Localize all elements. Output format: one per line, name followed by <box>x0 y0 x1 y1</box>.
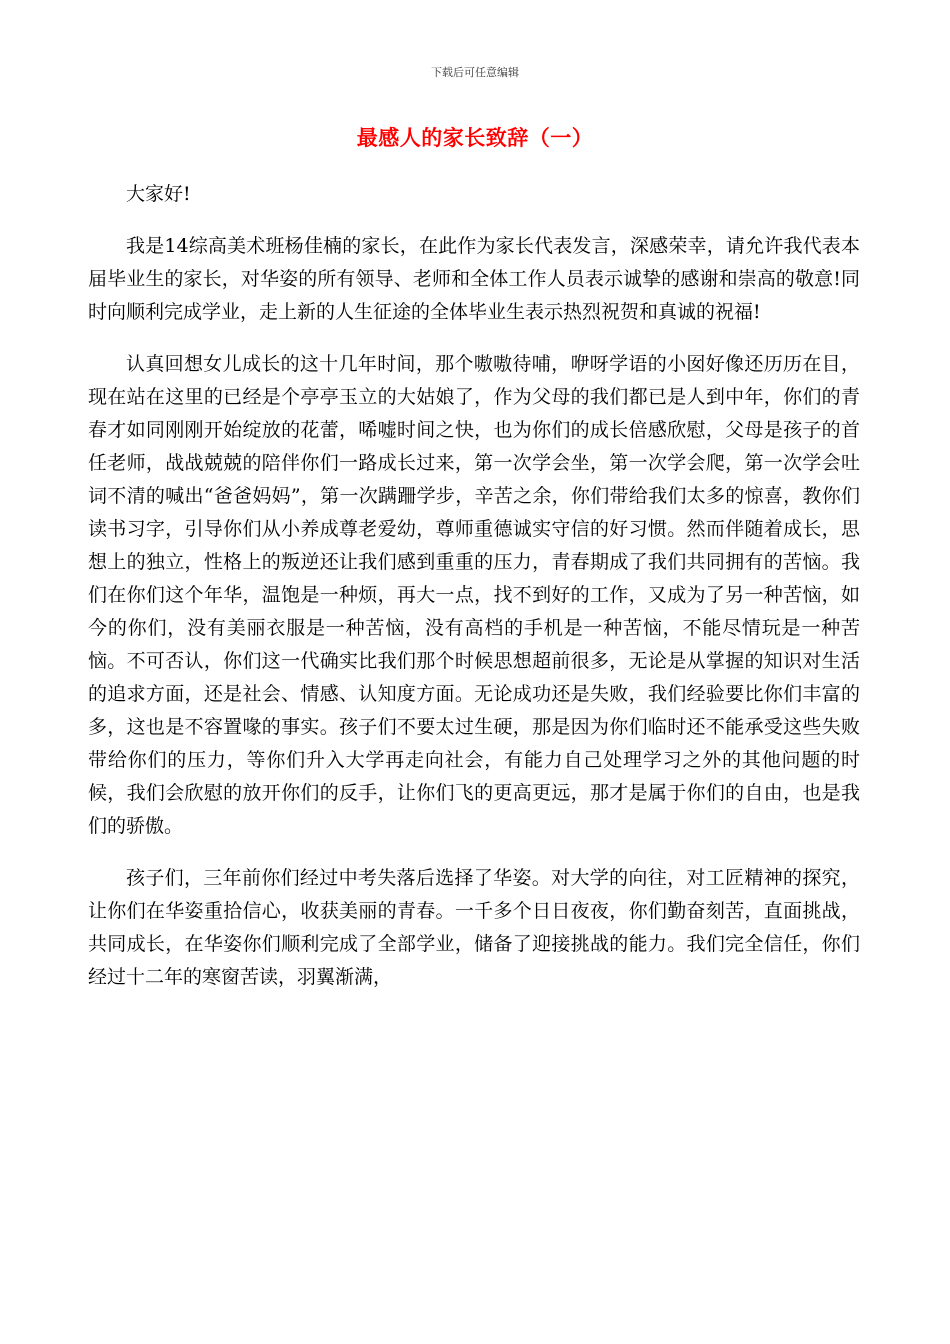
header-note: 下载后可任意编辑 <box>431 66 519 79</box>
paragraph-1: 我是14综高美术班杨佳楠的家长，在此作为家长代表发言，深感荣幸，请允许我代表本届毕业生的家长，对华姿的所有领导、老师和全体工作人员表示诚挚的感谢和崇高的敬意!同时向顺利完成学业，走上新的人生征途的全体毕业生表示热烈祝贺和真诚的祝福! <box>88 235 860 323</box>
paragraph-2: 认真回想女儿成长的这十几年时间，那个嗷嗷待哺，咿呀学语的小囡好像还历历在目，现在站在这里的已经是个亭亭玉立的大姑娘了，作为父母的我们都已是人到中年，你们的青春才如同刚刚开始绽放的花蕾，唏嘘时间之快，也为你们的成长倍感欣慰，父母是孩子的首任老师，战战兢兢的陪伴你们一路成长过来，第一次学会坐，第一次学会爬，第一次学会吐词不清的喊出“爸爸妈妈”，第一次蹒跚学步，辛苦之余，你们带给我们太多的惊喜，教你们读书习字，引导你们从小养成尊老爱幼，尊师重德诚实守信的好习惯。然而伴随着成长，思想上的独立，性格上的叛逆还让我们感到重重的压力，青春期成了我们共同拥有的苦恼。我们在你们这个年华，温饱是一种烦，再大一点，找不到好的工作，又成为了另一种苦恼，如今的你们，没有美丽衣服是一种苦恼，没有高档的手机是一种苦恼，不能尽情玩是一种苦恼。不可否认，你们这一代确实比我们那个时候思想超前很多，无论是从掌握的知识对生活的追求方面，还是社会、情感、认知度方面。无论成功还是失败，我们经验要比你们丰富的多，这也是不容置喙的事实。孩子们不要太过生硬，那是因为你们临时还不能承受这些失败带给你们的压力，等你们升入大学再走向社会，有能力自己处理学习之外的其他问题的时候，我们会欣慰的放开你们的反手，让你们飞的更高更远，那才是属于你们的自由，也是我们的骄傲。 <box>88 353 860 837</box>
greeting: 大家好! <box>126 183 191 205</box>
document-body <box>88 178 860 1013</box>
document-title: 最感人的家长致辞（一） <box>356 125 594 150</box>
paragraph-3: 孩子们，三年前你们经过中考失落后选择了华姿。对大学的向往，对工匠精神的探究，让你们在华姿重拾信心，收获美丽的青春。一千多个日日夜夜，你们勤奋刻苦，直面挑战，共同成长，在华姿你们顺利完成了全部学业，储备了迎接挑战的能力。我们完全信任，你们经过十二年的寒窗苦读，羽翼渐满， <box>88 867 860 988</box>
